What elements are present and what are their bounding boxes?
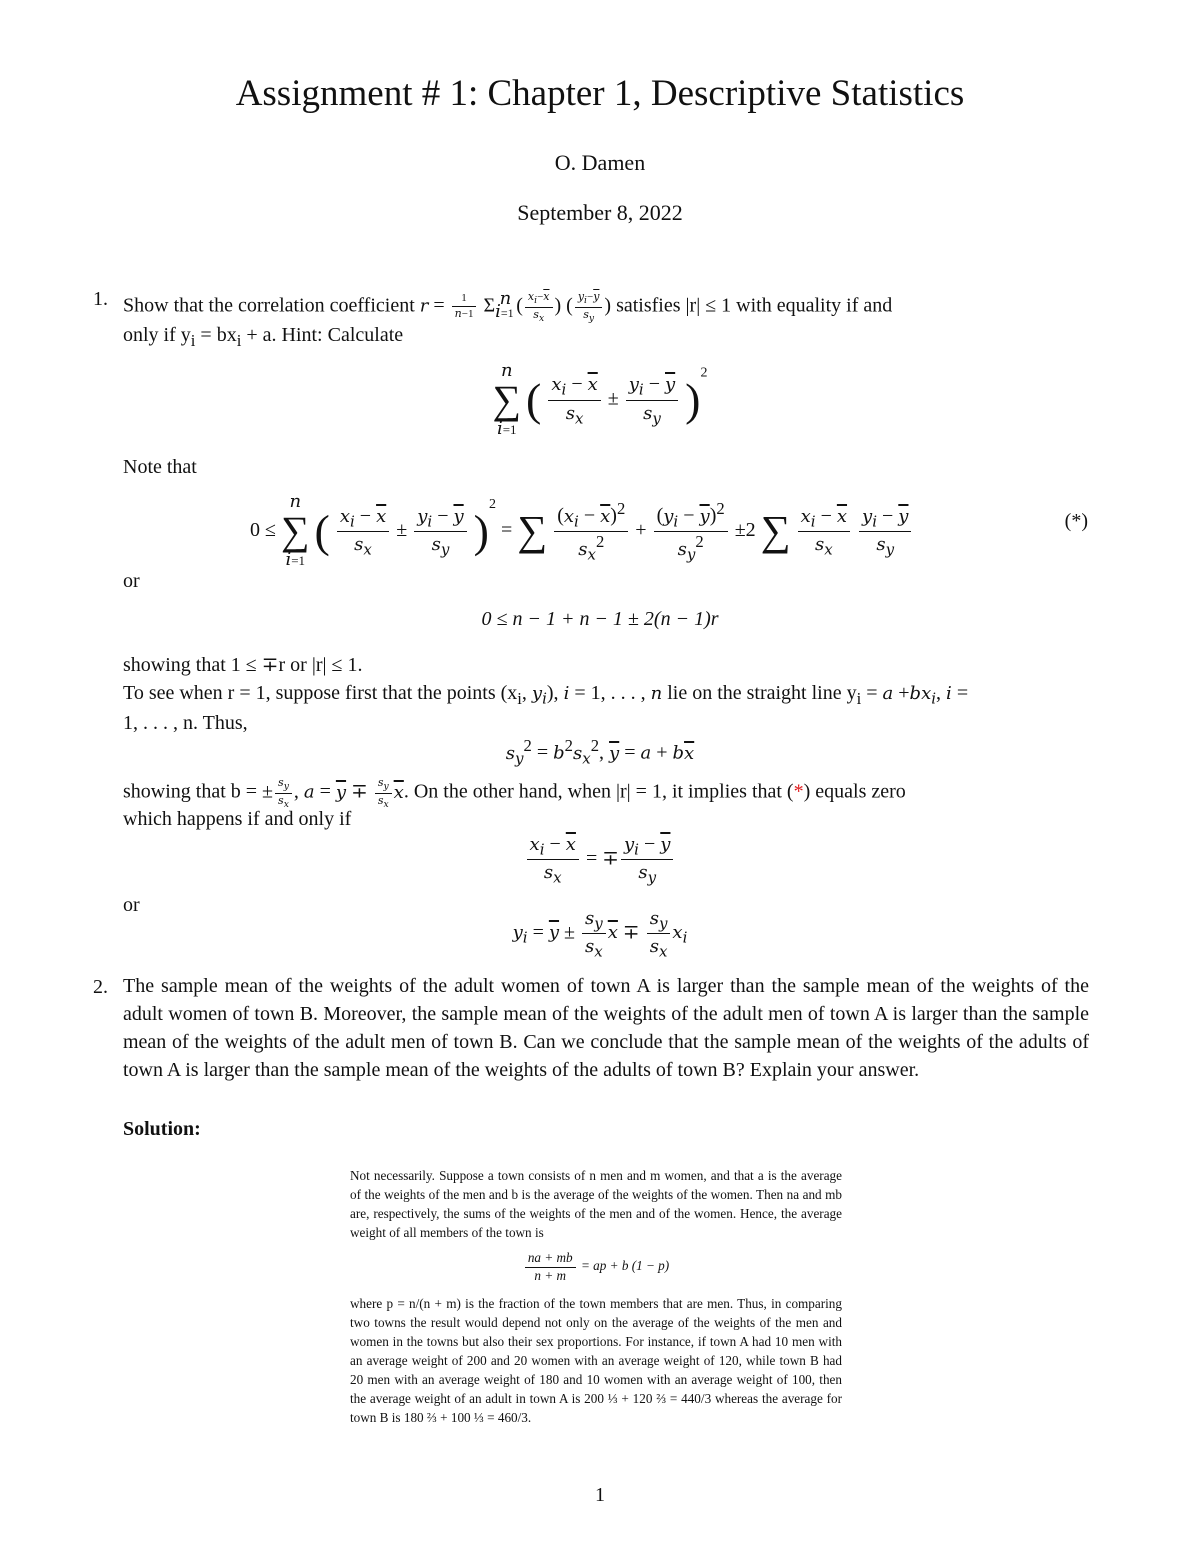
solution-label: Solution: xyxy=(123,1118,201,1140)
star-reference: * xyxy=(793,780,804,803)
q1-intro-line2: only if $y_i = bx_i + a$. Hint: Calculate xyxy=(123,324,404,350)
q1-number: 1. xyxy=(93,288,108,310)
to-see-line-2: 1, . . . , n. Thus, xyxy=(123,712,248,734)
inequality: 0 ≤ n − 1 + n − 1 ± 2(n − 1)r xyxy=(481,608,719,630)
q1-intro: Show that the correlation coefficient r = $\frac{1}{n-1}$ $\Sigma_{i=1}^n$ ( $\frac{x_i-\overline{x}}{s_x}$ ) ( $\frac{y_i-\overline{y}}{s_y}$ ) satisfies |r| ≤ 1 with equality if and xyxy=(123,288,893,324)
q1-intro-a: Show that the correlation coefficient xyxy=(123,294,415,317)
line-equation: $y_i = \overline{y}$ ± $\frac{s_y}{s_x}$ $\overline{x}$ ∓ $\frac{s_y}{s_x}$ $x_i$ xyxy=(512,908,688,961)
showing-that-1: showing that 1 ≤ ∓r or |r| ≤ 1. xyxy=(123,654,363,676)
which-happens: which happens if and only if xyxy=(123,808,352,830)
to-see-line: To see when r = 1, suppose first that the points ($x_i$, $y_i$), i = 1, . . . , n lie on the straight line $y_i = a +bx_i$, i = xyxy=(123,682,969,708)
q2-text: The sample mean of the weights of the adult women of town A is larger than the sample mean of the weights of the adult women of town B. Moreover, the sample mean of the weights of the adult men of town A is larger than the sample mean of the weights of the adult men of town B. Can we conclude that the sample mean of the weights of the adults of town A is larger than the sample mean of the weights of the adults of town B? Explain your answer. xyxy=(123,975,1089,1081)
or-1: or xyxy=(123,570,140,592)
date: September 8, 2022 xyxy=(517,200,683,225)
page-number: 1 xyxy=(595,1484,605,1506)
q2-number: 2. xyxy=(93,976,108,998)
variance-relation: $s_y^2 = b^2s_x^2$, $\overline{y} = a + b\overline{x}$ xyxy=(505,736,695,768)
author: O. Damen xyxy=(554,150,646,175)
solution-paragraph-2: where p = n/(n + m) is the fraction of the town members that are men. Thus, in comparing two towns the result would depend not only on the average of the weights of the men and women in the towns but also their sex proportions. For instance, if town A had 10 men with an average weight of 200 and 20 women with an average weight of 120, while town B had 20 men with an average weight of 180 and 10 women with an average weight of 100, then the average weight of an adult in town A is 200 ⅓ + 120 ⅔ = 440/3 whereas the average for town B is 180 ⅔ + 100 ⅓ = 460/3. xyxy=(350,1296,842,1425)
note-that: Note that xyxy=(123,456,197,478)
hint-equation: n ∑ i=1 ( $\frac{x_i - \overline{x}}{s_x}$ ± $\frac{y_i - \overline{y}}{s_y}$ )$^2$ xyxy=(492,360,708,439)
q1-intro-b: satisfies |r| ≤ 1 with equality if and xyxy=(616,294,893,317)
star-equation: 0 ≤ n ∑ i=1 ( $\frac{x_i - \overline{x}}{s_x}$ ± $\frac{y_i - \overline{y}}{s_y}$ )$^2$ = ∑ $\frac{(x_i - \overline{x})^2}{s_x^2}$ + $\frac{(y_i - \overline{y})^2}{s_y^2}$ ±2 ∑ $\frac{x_i - \overline{x}}{s_x}$ $\frac{y_i - \overline{y}}{s_y}$ xyxy=(250,490,1010,569)
standardized-equality: $\frac{x_i - \overline{x}}{s_x}$ = ∓ $\frac{y_i - \overline{y}}{s_y}$ xyxy=(0,832,1200,888)
solution-paragraph-1: Not necessarily. Suppose a town consists of n men and m women, and that a is the average of the weights of the men and b is the average of the weights of the women. Then na and mb are, respectively, the sums of the weights of the men and of the women. Hence, the average weight of all members of the town is xyxy=(350,1168,842,1240)
solution-equation: $\frac{na + mb}{n + m}$ = ap + b (1 − p) xyxy=(350,1250,842,1284)
inline-frac-1-over-n-1: $\frac{1}{n-1}$ xyxy=(452,292,477,322)
solution-excerpt xyxy=(350,1166,842,1427)
or-2: or xyxy=(123,894,140,916)
showing-that-2: showing that b = ± $\frac{s_y}{s_x}$ , $a = \overline{y}$ ∓ $\frac{s_y}{s_x}$ $\overline{x}$. On the other hand, when |r| = 1, it implies that (*) equals zero xyxy=(123,776,906,810)
equation-tag: (*) xyxy=(1064,510,1088,532)
page-title: Assignment # 1: Chapter 1, Descriptive Statistics xyxy=(235,73,965,114)
